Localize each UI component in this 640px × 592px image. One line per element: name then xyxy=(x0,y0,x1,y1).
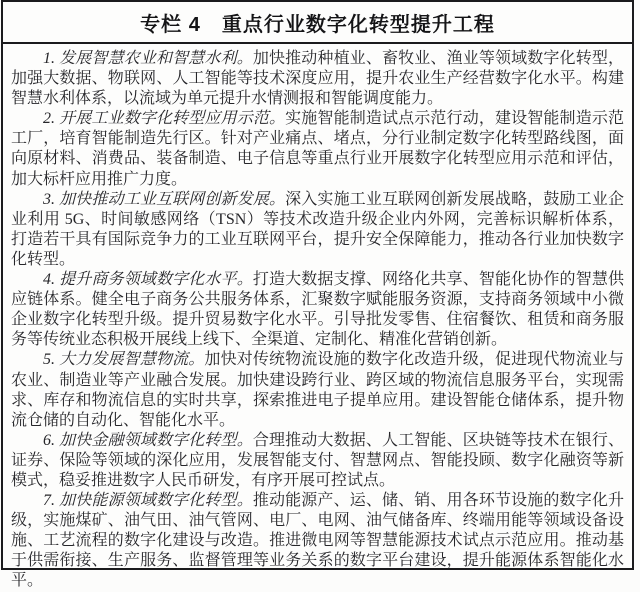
paragraph-6-lead: 6. 加快金融领域数字化转型。 xyxy=(43,431,253,449)
column-title: 专栏 4 重点行业数字化转型提升工程 xyxy=(140,13,495,36)
paragraph-1-text: 加快推动种植业、畜牧业、渔业等领域数字化转型，加强大数据、物联网、人工智能等技术深度应用，提升农业生产经营数字化水平。构建智慧水利体系，以流域为单元提升水情测报和智能调度能力。 xyxy=(11,50,624,108)
column-box xyxy=(1,0,634,590)
paragraph-1 xyxy=(11,49,624,109)
paragraph-7 xyxy=(11,491,624,591)
paragraph-5 xyxy=(11,350,624,430)
paragraph-2 xyxy=(11,109,624,189)
paragraph-4-lead: 4. 提升商务领域数字化水平。 xyxy=(43,271,253,289)
column-body xyxy=(3,44,632,592)
paragraph-2-lead: 2. 开展工业数字化转型应用示范。 xyxy=(43,110,286,128)
paragraph-3 xyxy=(11,190,624,270)
paragraph-7-lead: 7. 加快能源领域数字化转型。 xyxy=(43,492,253,510)
paragraph-5-lead: 5. 大力发展智慧物流。 xyxy=(43,351,205,369)
paragraph-6-text: 合理推动大数据、人工智能、区块链等技术在银行、证券、保险等领域的深化应用，发展智能支付、智慧网点、智能投顾、数字化融资等新模式，稳妥推进数字人民币研发，有序开展可控试点。 xyxy=(11,431,624,489)
paragraph-7-text: 推动能源产、运、储、销、用各环节设施的数字化升级，实施煤矿、油气田、油气管网、电厂、电网、油气储备库、终端用能等领域设备设施、工艺流程的数字化建设与改造。推进微电网等智慧能源技术试点示范应用。推动基于供需衔接、生产服务、监督管理等业务关系的数字平台建设，提升能源体系智能化水平。 xyxy=(11,492,624,590)
paragraph-3-lead: 3. 加快推动工业互联网创新发展。 xyxy=(43,190,286,208)
column-title-row xyxy=(3,2,632,44)
paragraph-4-text: 打造大数据支撑、网络化共享、智能化协作的智慧供应链体系。健全电子商务公共服务体系，汇聚数字赋能服务资源，支持商务领域中小微企业数字化转型升级。提升贸易数字化水平。引导批发零售、住宿餐饮、租赁和商务服务等传统业态积极开展线上线下、全渠道、定制化、精准化营销创新。 xyxy=(11,271,624,349)
paragraph-4 xyxy=(11,270,624,350)
paragraph-6 xyxy=(11,431,624,491)
paragraph-1-lead: 1. 发展智慧农业和智慧水利。 xyxy=(43,50,253,67)
paragraph-2-text: 实施智能制造试点示范行动，建设智能制造示范工厂，培育智能制造先行区。针对产业痛点、堵点，分行业制定数字化转型路线图，面向原材料、消费品、装备制造、电子信息等重点行业开展数字化转型应用示范和评估，加大标杆应用推广力度。 xyxy=(11,110,624,188)
paragraph-3-text: 深入实施工业互联网创新发展战略，鼓励工业企业利用 5G、时间敏感网络（TSN）等技术改造升级企业内外网，完善标识解析体系，打造若干具有国际竞争力的工业互联网平台，提升安全保障能力，推动各行业加快数字化转型。 xyxy=(11,190,624,268)
paragraph-5-text: 加快对传统物流设施的数字化改造升级，促进现代物流业与农业、制造业等产业融合发展。加快建设跨行业、跨区域的物流信息服务平台，实现需求、库存和物流信息的实时共享，探索推进电子提单应用。建设智能仓储体系，提升物流仓储的自动化、智能化水平。 xyxy=(11,351,624,429)
